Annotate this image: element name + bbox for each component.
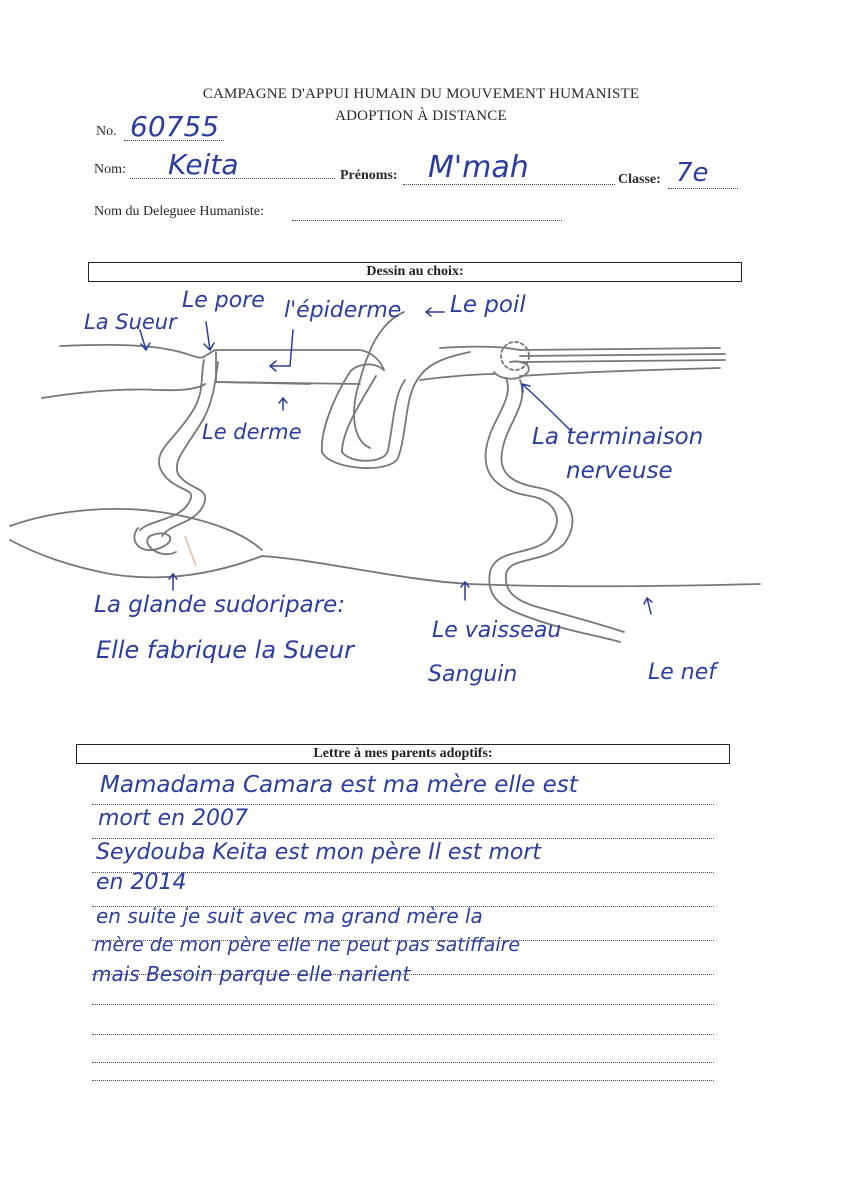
label-epiderme: l'épiderme bbox=[284, 298, 402, 323]
campaign-title: CAMPAGNE D'APPUI HUMAIN DU MOUVEMENT HUMANISTE bbox=[202, 86, 640, 102]
letter-line-5: en suite je suit avec ma grand mère la bbox=[96, 904, 483, 928]
nom-label: Nom: bbox=[94, 162, 126, 177]
ruled-line bbox=[92, 1034, 714, 1035]
ruled-line bbox=[92, 1062, 714, 1063]
label-vaisseau-2: Sanguin bbox=[428, 662, 518, 687]
label-derme: Le derme bbox=[202, 420, 302, 444]
label-glande-2: Elle fabrique la Sueur bbox=[96, 636, 354, 664]
prenoms-label: Prénoms: bbox=[340, 168, 398, 183]
campaign-subtitle: ADOPTION À DISTANCE bbox=[335, 108, 507, 124]
label-pore: Le pore bbox=[182, 288, 265, 313]
label-vaisseau-1: Le vaisseau bbox=[432, 618, 562, 643]
ruled-line bbox=[92, 838, 714, 839]
label-glande-1: La glande sudoripare: bbox=[94, 592, 346, 618]
letter-line-7: mais Besoin parque elle narient bbox=[92, 962, 411, 986]
label-poil: Le poil bbox=[450, 292, 526, 318]
ruled-line bbox=[92, 804, 714, 805]
label-nerf: Le nef bbox=[648, 660, 717, 685]
ruled-line bbox=[92, 1080, 714, 1081]
letter-line-1: Mamadama Camara est ma mère elle est bbox=[100, 772, 578, 798]
letter-line-3: Seydouba Keita est mon père Il est mort bbox=[96, 840, 542, 865]
classe-value: 7e bbox=[676, 158, 709, 188]
prenoms-value: M'mah bbox=[428, 150, 529, 185]
letter-line-6: mère de mon père elle ne peut pas satiffaire bbox=[94, 934, 521, 956]
classe-label: Classe: bbox=[618, 172, 661, 187]
letter-section-title: Lettre à mes parents adoptifs: bbox=[313, 746, 493, 761]
letter-section-box bbox=[76, 744, 730, 764]
delegue-label: Nom du Deleguee Humaniste: bbox=[94, 204, 264, 219]
nom-value: Keita bbox=[168, 148, 239, 181]
label-terminaison-2: nerveuse bbox=[566, 458, 673, 484]
no-value: 60755 bbox=[130, 110, 220, 143]
label-sueur: La Sueur bbox=[84, 310, 177, 334]
label-terminaison-1: La terminaison bbox=[532, 424, 704, 450]
no-label: No. bbox=[96, 124, 117, 139]
letter-line-4: en 2014 bbox=[96, 870, 187, 895]
letter-line-2: mort en 2007 bbox=[98, 806, 249, 831]
ruled-line bbox=[92, 1004, 714, 1005]
drawing-section-title: Dessin au choix: bbox=[366, 264, 464, 279]
